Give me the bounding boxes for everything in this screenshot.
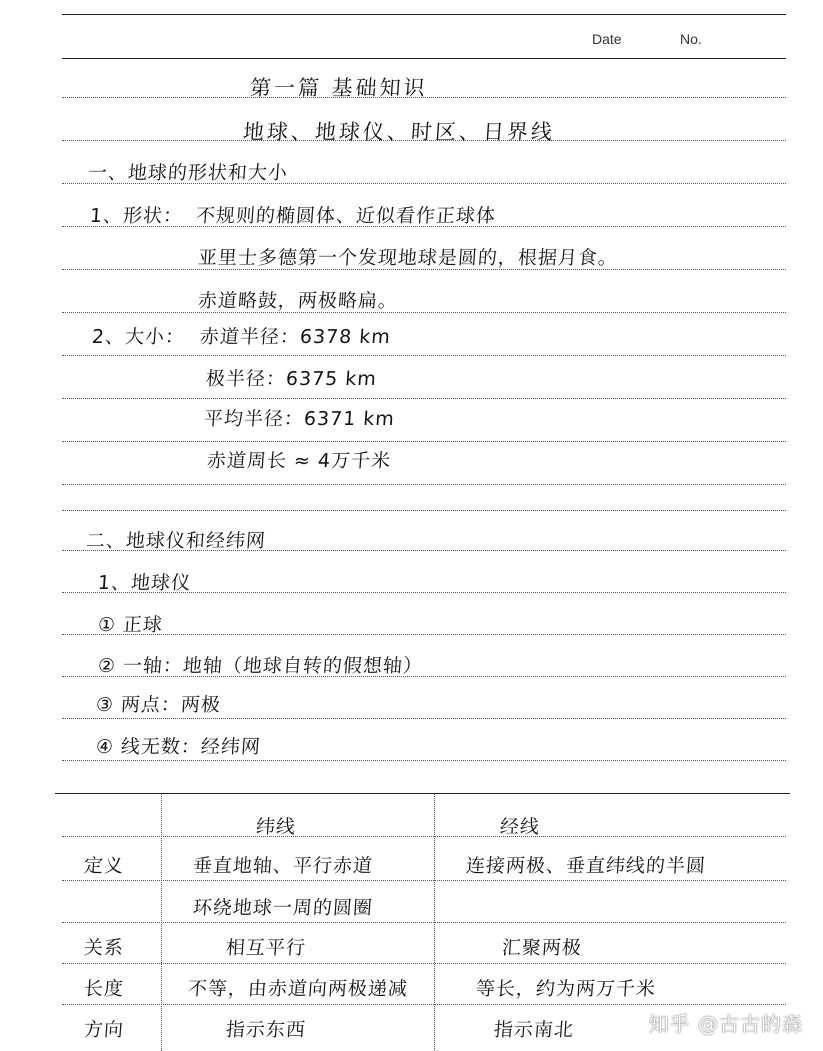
table-cell-latitude: 指示东西 <box>225 1019 307 1041</box>
ruled-line <box>62 963 786 964</box>
ruled-line <box>62 312 786 313</box>
page-title: 第一篇 基础知识 <box>249 76 429 100</box>
table-row-label: 长度 <box>83 978 125 1000</box>
globe-subheading: 1、地球仪 <box>97 572 192 594</box>
table-column-divider <box>434 793 435 1051</box>
table-column-divider <box>161 793 162 1051</box>
ruled-line <box>62 718 786 719</box>
table-row-label: 关系 <box>83 937 125 959</box>
shape-line: 不规则的椭圆体、近似看作正球体 <box>195 205 497 227</box>
size-line: 赤道周长 ≈ 4万千米 <box>206 450 392 472</box>
globe-item: ④ 线无数：经纬网 <box>95 736 262 758</box>
table-row-label: 方向 <box>83 1019 125 1041</box>
header-border <box>62 58 786 59</box>
number-label: No. <box>680 31 702 47</box>
table-cell-longitude: 指示南北 <box>493 1019 575 1041</box>
size-label: 2、大小： <box>91 326 186 348</box>
table-cell-latitude: 不等，由赤道向两极递减 <box>187 978 409 1000</box>
size-line: 赤道半径：6378 km <box>199 326 392 348</box>
ruled-line <box>62 398 786 399</box>
ruled-line <box>62 760 786 761</box>
ruled-line <box>62 634 786 635</box>
table-cell-latitude: 环绕地球一周的圆圈 <box>192 897 374 919</box>
table-cell-longitude: 等长，约为两万千米 <box>475 978 657 1000</box>
top-border <box>62 14 786 15</box>
table-cell-longitude: 汇聚两极 <box>501 937 583 959</box>
shape-label: 1、形状： <box>89 205 184 227</box>
globe-item: ② 一轴：地轴（地球自转的假想轴） <box>97 655 424 677</box>
ruled-line <box>62 880 786 881</box>
ruled-line <box>62 441 786 442</box>
date-label: Date <box>592 31 622 47</box>
ruled-line <box>62 484 786 485</box>
table-cell-longitude: 连接两极、垂直纬线的半圆 <box>465 855 707 877</box>
table-header-latitude: 纬线 <box>255 816 297 838</box>
shape-line: 赤道略鼓，两极略扁。 <box>197 290 399 312</box>
ruled-line <box>62 922 786 923</box>
section1-heading: 一、地球的形状和大小 <box>87 162 289 184</box>
shape-line: 亚里士多德第一个发现地球是圆的，根据月食。 <box>197 247 619 269</box>
section2-heading: 二、地球仪和经纬网 <box>85 530 267 552</box>
page-subtitle: 地球、地球仪、时区、日界线 <box>242 120 556 144</box>
ruled-line <box>62 1004 786 1005</box>
ruled-line <box>62 510 786 511</box>
ruled-line <box>62 836 786 837</box>
table-cell-latitude: 相互平行 <box>225 937 307 959</box>
size-line: 极半径：6375 km <box>205 368 378 390</box>
table-top-border <box>55 793 790 794</box>
table-header-longitude: 经线 <box>499 816 541 838</box>
globe-item: ① 正球 <box>97 614 164 636</box>
ruled-line <box>62 355 786 356</box>
table-cell-latitude: 垂直地轴、平行赤道 <box>192 855 374 877</box>
globe-item: ③ 两点：两极 <box>95 694 222 716</box>
size-line: 平均半径：6371 km <box>203 408 396 430</box>
table-row-label: 定义 <box>83 855 125 877</box>
watermark: 知乎 @古古的森 <box>648 1012 803 1036</box>
